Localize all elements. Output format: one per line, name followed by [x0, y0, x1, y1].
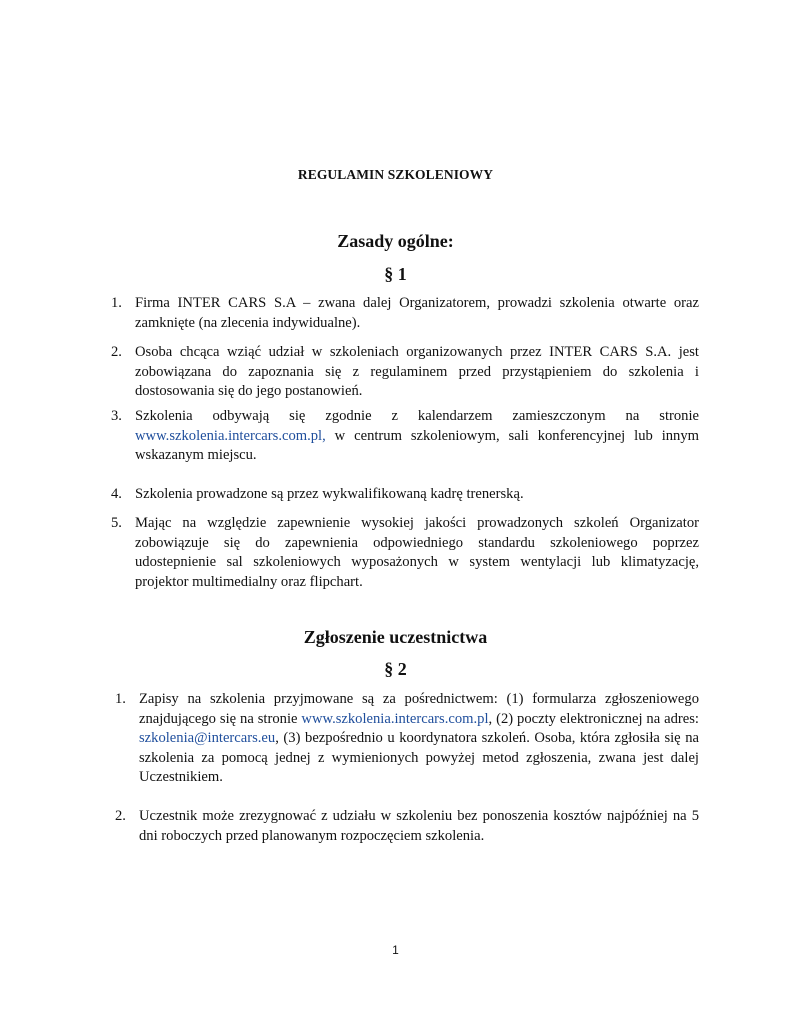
- section-1-paragraph-mark: § 1: [384, 264, 407, 284]
- item-text-b: , (2) poczty elektronicznej na adres:: [488, 710, 699, 727]
- item-text: Uczestnik może zrezygnować z udziału w szkoleniu bez ponoszenia kosztów najpóźniej na 5 dni roboczych przed planowanym rozpoczęciem szkolenia.: [139, 808, 699, 844]
- document-title: REGULAMIN SZKOLENIOWY: [297, 167, 494, 182]
- item-number: 3.: [111, 408, 122, 424]
- item-number: 1.: [111, 295, 122, 311]
- website-link[interactable]: www.szkolenia.intercars.com.pl,: [135, 427, 326, 444]
- item-text-before: Szkolenia odbywają się zgodnie z kalendarzem zamieszczonym na stronie: [135, 408, 699, 424]
- item-text: [139, 690, 699, 788]
- item-number: 4.: [111, 486, 122, 502]
- item-text: [135, 407, 699, 466]
- section-1-heading: Zasady ogólne:: [337, 231, 454, 251]
- item-text-c: , (3) bezpośrednio u koordynatora szkoleń. Osoba, która zgłosiła się na szkolenia za pomocą jednej z wymienionych powyżej metod zgłoszenia, zwana jest dalej Uczestnikiem.: [139, 730, 699, 785]
- item-number: 1.: [115, 691, 126, 707]
- website-link[interactable]: www.szkolenia.intercars.com.pl: [301, 710, 489, 727]
- page-number: 1: [392, 943, 399, 957]
- item-number: 5.: [111, 515, 122, 531]
- item-number: 2.: [115, 808, 126, 824]
- item-text-a: Zapisy na szkolenia przyjmowane są za pośrednictwem: (1) formularza zgłoszeniowego znajdującego się na stronie: [139, 691, 699, 727]
- item-text: Mając na względzie zapewnienie wysokiej jakości prowadzonych szkoleń Organizator zobowiązuje się do zapewnienia odpowiedniego standardu szkoleniowego poprzez udostepnienie sal szkoleniowych wyposażonych w system wentylacji lub klimatyzację, projektor multimedialny oraz flipchart.: [135, 515, 699, 590]
- item-number: 2.: [111, 344, 122, 360]
- email-link[interactable]: szkolenia@intercars.eu: [139, 730, 276, 746]
- section-2-paragraph-mark: § 2: [384, 659, 407, 679]
- item-text-after: w centrum szkoleniowym, sali konferencyjnej lub innym wskazanym miejscu.: [135, 427, 699, 463]
- item-text: Osoba chcąca wziąć udział w szkoleniach organizowanych przez INTER CARS S.A. jest zobowiązana do zapoznania się z regulaminem przed przystąpieniem do szkolenia i dostosowania się do jego postanowień.: [135, 344, 699, 399]
- item-text: Szkolenia prowadzone są przez wykwalifikowaną kadrę trenerską.: [135, 486, 524, 502]
- section-2-heading: Zgłoszenie uczestnictwa: [303, 627, 488, 647]
- item-text: Firma INTER CARS S.A – zwana dalej Organizatorem, prowadzi szkolenia otwarte oraz zamknięte (na zlecenia indywidualne).: [135, 295, 699, 331]
